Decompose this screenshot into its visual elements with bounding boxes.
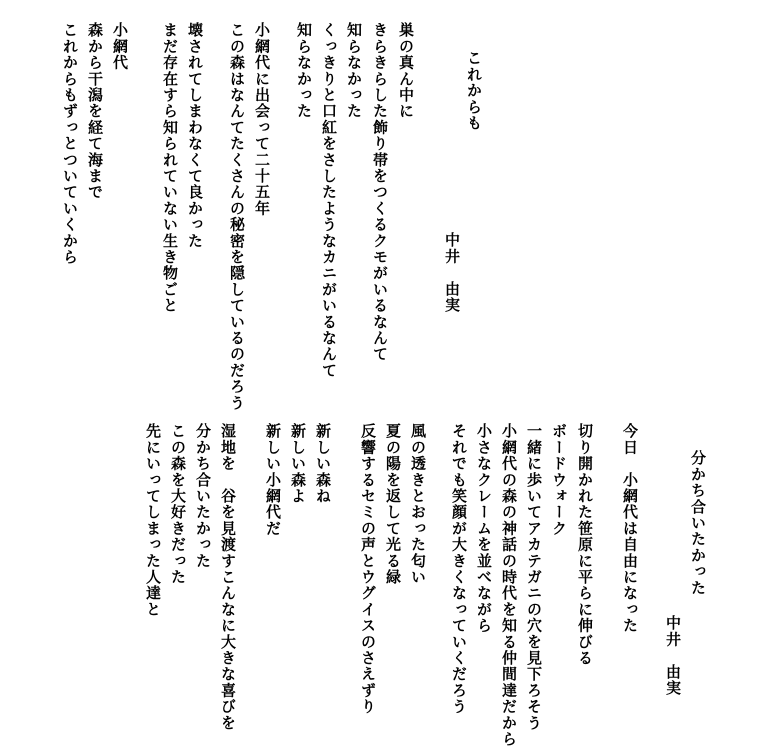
poem-title: 分かち合いたかった (689, 450, 707, 596)
poem-line: 小網代の森の神話の時代を知る仲間達だから (500, 423, 518, 747)
poem-line: 一緒に歩いてアカテガニの穴を見下ろそう (525, 423, 543, 731)
poem-title: これからも (465, 50, 483, 131)
poem-line: きらきらした飾り帯をつくるクモがいるなんて (371, 22, 389, 363)
poem-line: 分かち合いたかった (194, 423, 212, 569)
poem-line: 小網代に出会って二十五年 (253, 22, 271, 217)
poem-line: まだ存在すら知られていない生き物ごと (161, 22, 179, 314)
poem-line: 湿地を 谷を見渡すこんなに大きな喜びを (219, 423, 237, 731)
poem-line: それでも笑顔が大きくなっていくだろう (450, 423, 468, 715)
poem-line: 夏の陽を返して光る緑 (384, 423, 402, 585)
poem-author: 中井 由実 (664, 615, 682, 696)
poem-line: この森を大好きだった (169, 423, 187, 585)
poem-line: 切り開かれた笹原に平らに伸びる (576, 423, 594, 666)
poem-line: くっきりと口紅をさしたようなカニがいるなんて (320, 22, 338, 379)
poem-author: 中井 由実 (443, 232, 461, 313)
poem-line: 壊されてしまわなくて良かった (186, 22, 204, 249)
poem-line: 今日 小網代は自由になった (621, 423, 639, 634)
poem-line: これからもずっとついていくから (61, 22, 79, 265)
poem-line: 小網代 (111, 22, 129, 71)
poem-line: 新しい小網代だ (264, 423, 282, 537)
poem-line: 反響するセミの声とウグイスのさえずり (359, 423, 377, 715)
poem-line: ボードウォーク (550, 423, 568, 537)
poem-line: 風の透きとおった匂い (409, 423, 427, 585)
poem-line: 新しい森ね (314, 423, 332, 504)
poem-line: 新しい森よ (289, 423, 307, 504)
poem-line: 小さなクレームを並べながら (475, 423, 493, 634)
poem-line: 知らなかった (345, 22, 363, 120)
poem-line: 先にいってしまった人達と (144, 423, 162, 618)
poem-line: 知らなかった (295, 22, 313, 120)
poem-line: 森から干潟を経て海まで (86, 22, 104, 201)
poem-line: この森はなんてたくさんの秘密を隠しているのだろう (228, 22, 246, 411)
poem-line: 巣の真ん中に (397, 22, 415, 120)
